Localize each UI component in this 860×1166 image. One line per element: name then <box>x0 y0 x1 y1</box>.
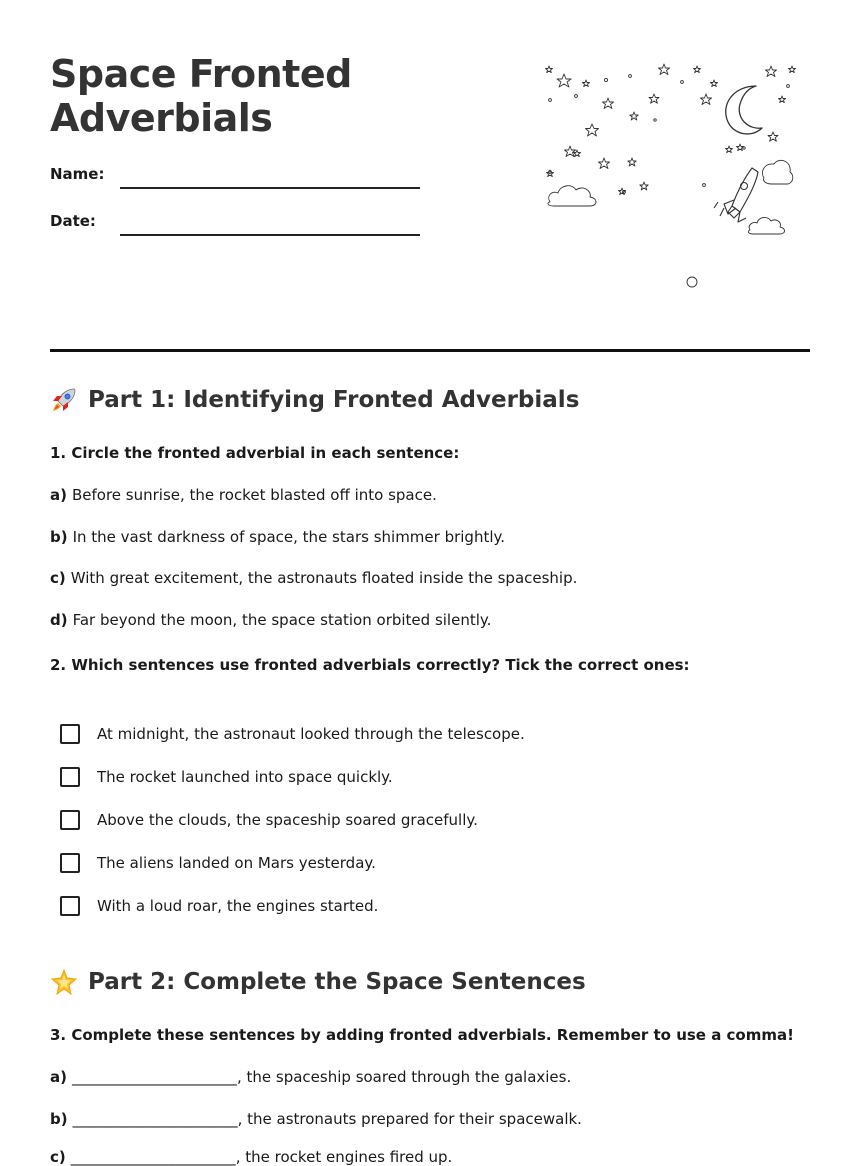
cloud-icon <box>748 217 784 234</box>
name-label: Name: <box>50 165 105 183</box>
part2-heading <box>50 968 586 996</box>
q1-item-a <box>50 486 437 504</box>
glowing-star-icon <box>50 968 78 996</box>
q2-option[interactable] <box>60 722 525 746</box>
q2-option[interactable] <box>60 894 378 918</box>
item-sentence[interactable]: In the vast darkness of space, the stars shimmer brightly. <box>72 528 506 546</box>
part2-heading-text: Part 2: Complete the Space Sentences <box>88 969 586 995</box>
q2-option[interactable] <box>60 808 478 832</box>
item-letter: c) <box>50 569 66 587</box>
rocket-icon <box>714 168 758 222</box>
title-line-1: Space Fronted <box>50 52 352 96</box>
item-letter: c) <box>50 1148 66 1166</box>
q2-option-label: The aliens landed on Mars yesterday. <box>97 854 376 872</box>
item-sentence[interactable]: With great excitement, the astronauts floated inside the spaceship. <box>70 569 578 587</box>
checkbox[interactable] <box>60 810 80 830</box>
q2-prompt: 2. Which sentences use fronted adverbials correctly? Tick the correct ones: <box>50 656 690 674</box>
cloud-icon <box>548 186 596 206</box>
cloud-icon <box>762 160 792 184</box>
planet-icon <box>687 277 697 287</box>
q3-item-a <box>50 1068 571 1086</box>
name-line[interactable] <box>120 187 420 189</box>
part1-heading-text: Part 1: Identifying Fronted Adverbials <box>88 387 580 413</box>
q1-item-c <box>50 569 577 587</box>
q1-prompt: 1. Circle the fronted adverbial in each sentence: <box>50 444 460 462</box>
fill-in-sentence[interactable]: ______________________, the rocket engines fired up. <box>70 1148 453 1166</box>
checkbox[interactable] <box>60 896 80 916</box>
item-letter: b) <box>50 1110 68 1128</box>
section-divider <box>50 349 810 352</box>
part1-heading <box>50 386 579 414</box>
checkbox[interactable] <box>60 724 80 744</box>
q2-option-label: With a loud roar, the engines started. <box>97 897 379 915</box>
star-icon <box>546 64 796 195</box>
date-field[interactable] <box>50 212 420 236</box>
date-label: Date: <box>50 212 96 230</box>
checkbox[interactable] <box>60 767 80 787</box>
title-line-2: Adverbials <box>50 96 273 140</box>
q2-option-label: The rocket launched into space quickly. <box>97 768 393 786</box>
item-letter: d) <box>50 611 68 629</box>
q2-option[interactable] <box>60 851 376 875</box>
name-field[interactable] <box>50 165 420 189</box>
fill-in-sentence[interactable]: ______________________, the astronauts prepared for their spacewalk. <box>72 1110 582 1128</box>
q2-option-label: At midnight, the astronaut looked through the telescope. <box>97 725 525 743</box>
checkbox[interactable] <box>60 853 80 873</box>
q1-item-d <box>50 611 491 629</box>
q3-item-c <box>50 1148 452 1166</box>
item-sentence[interactable]: Before sunrise, the rocket blasted off into space. <box>71 486 437 504</box>
date-line[interactable] <box>120 234 420 236</box>
worksheet-title <box>50 52 352 140</box>
q1-item-b <box>50 528 505 546</box>
q3-prompt: 3. Complete these sentences by adding fronted adverbials. Remember to use a comma! <box>50 1026 794 1044</box>
item-letter: a) <box>50 486 67 504</box>
item-sentence[interactable]: Far beyond the moon, the space station orbited silently. <box>72 611 492 629</box>
moon-icon <box>726 86 762 134</box>
q3-item-b <box>50 1110 582 1128</box>
item-letter: a) <box>50 1068 67 1086</box>
item-letter: b) <box>50 528 68 546</box>
fill-in-sentence[interactable]: ______________________, the spaceship soared through the galaxies. <box>71 1068 572 1086</box>
q2-option[interactable] <box>60 765 393 789</box>
q2-option-label: Above the clouds, the spaceship soared gracefully. <box>97 811 478 829</box>
space-illustration <box>542 60 800 292</box>
rocket-icon <box>50 386 78 414</box>
